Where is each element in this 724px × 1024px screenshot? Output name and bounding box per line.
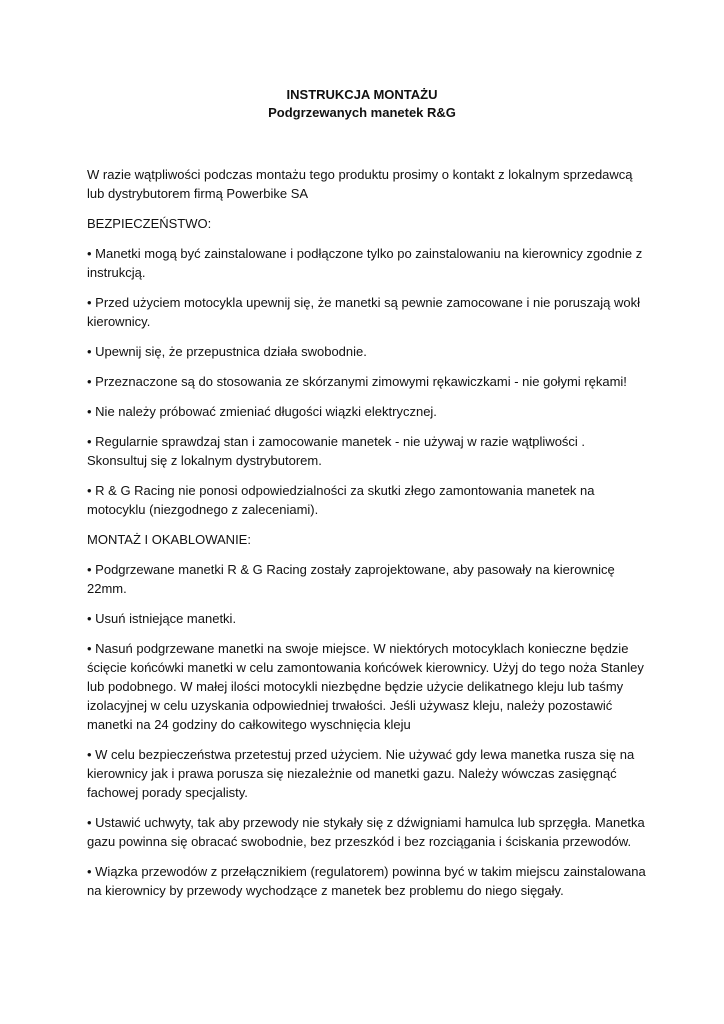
title-line-2: Podgrzewanych manetek R&G [268, 105, 456, 120]
install-item: • Wiązka przewodów z przełącznikiem (regulatorem) powinna być w takim miejscu zainstalowana na kierownicy by przewody wychodzące z manetek bez problemu do niego sięgały. [87, 864, 646, 898]
safety-item: • R & G Racing nie ponosi odpowiedzialności za skutki złego zamontowania manetek na motocyklu (niezgodnego z zaleceniami). [87, 483, 595, 517]
intro-paragraph: W razie wątpliwości podczas montażu tego produktu prosimy o kontakt z lokalnym sprzedawcą lub dystrybutorem firmą Powerbike SA [87, 167, 633, 201]
safety-item: • Nie należy próbować zmieniać długości wiązki elektrycznej. [87, 404, 437, 419]
safety-item: • Upewnij się, że przepustnica działa swobodnie. [87, 344, 367, 359]
document-title [0, 86, 724, 122]
install-item: • Podgrzewane manetki R & G Racing zostały zaprojektowane, aby pasowały na kierownicę 22mm. [87, 562, 615, 596]
install-heading: MONTAŻ I OKABLOWANIE: [87, 532, 251, 547]
safety-item: • Przeznaczone są do stosowania ze skórzanymi zimowymi rękawiczkami - nie gołymi rękami! [87, 374, 627, 389]
safety-item: • Manetki mogą być zainstalowane i podłączone tylko po zainstalowaniu na kierownicy zgodnie z instrukcją. [87, 246, 643, 280]
install-item: • Ustawić uchwyty, tak aby przewody nie stykały się z dźwigniami hamulca lub sprzęgła. Manetka gazu powinna się obracać swobodnie, bez przeszkód i bez rozciągania i ściskania przewodów. [87, 815, 645, 849]
install-item: • Nasuń podgrzewane manetki na swoje miejsce. W niektórych motocyklach konieczne będzie ścięcie końcówki manetki w celu zamontowania końcówek kierownicy. Użyj do tego noża Stanley lub podobnego. W małej ilości motocykli niezbędne będzie użycie delikatnego kleju lub taśmy izolacyjnej w celu uzyskania odpowiedniej trwałości. Jeśli używasz kleju, należy pozostawić manetki na 24 godziny do całkowitego wyschnięcia kleju [87, 641, 644, 732]
safety-item: • Przed użyciem motocykla upewnij się, że manetki są pewnie zamocowane i nie poruszają wokł kierownicy. [87, 295, 640, 329]
title-line-1: INSTRUKCJA MONTAŻU [286, 87, 438, 102]
document-body [87, 165, 647, 911]
safety-item: • Regularnie sprawdzaj stan i zamocowanie manetek - nie używaj w razie wątpliwości . Skonsultuj się z lokalnym dystrybutorem. [87, 434, 586, 468]
install-item: • W celu bezpieczeństwa przetestuj przed użyciem. Nie używać gdy lewa manetka rusza się na kierownicy jak i prawa porusza się niezależnie od manetki gazu. Należy wówczas zasięgnąć fachowej porady specjalisty. [87, 747, 635, 800]
install-item: • Usuń istniejące manetki. [87, 611, 237, 626]
safety-heading: BEZPIECZEŃSTWO: [87, 216, 212, 231]
